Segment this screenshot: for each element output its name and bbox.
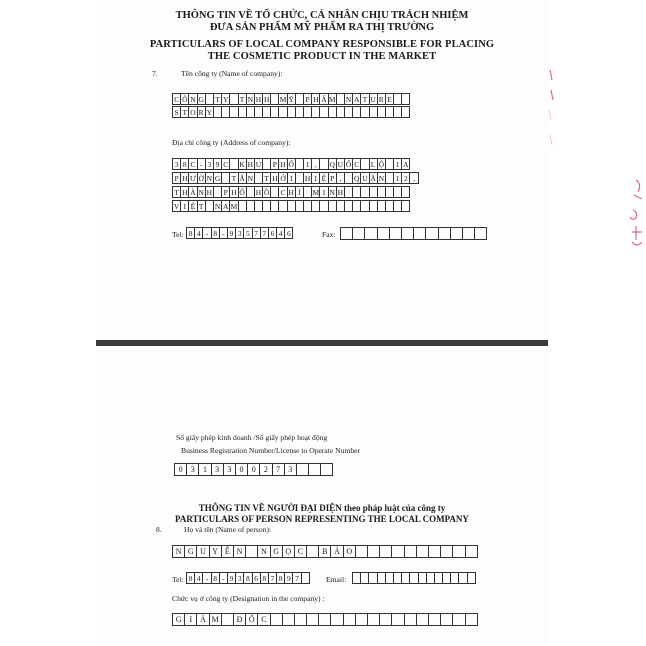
- form-cell: Ỹ: [288, 95, 294, 104]
- form-cell: -: [219, 227, 228, 239]
- designation-cells: [172, 613, 478, 626]
- rep-name-label: Họ và tên (Name of person):: [184, 525, 272, 534]
- form-cell: Y: [209, 545, 222, 558]
- form-cell: ,: [336, 172, 345, 184]
- form-cell: 3: [205, 158, 214, 170]
- form-cell: A: [354, 95, 360, 104]
- designation-label: Chức vụ ở công ty (Designation in the company) :: [172, 594, 325, 603]
- form-cell: Â: [239, 174, 245, 183]
- form-cell: [465, 613, 478, 626]
- form-cell: T: [262, 172, 271, 184]
- form-cell: Ố: [288, 160, 294, 169]
- form-cell: C: [278, 186, 287, 198]
- address-row-3: [172, 186, 410, 198]
- form-cell: T: [229, 172, 238, 184]
- form-cell: 9: [227, 572, 236, 584]
- email-cells: [352, 572, 476, 584]
- address-label: Địa chỉ công ty (Address of company):: [172, 138, 291, 147]
- form-cell: [474, 227, 487, 240]
- form-cell: O: [190, 108, 196, 117]
- form-cell: 9: [227, 227, 236, 239]
- form-cell: Ả: [330, 545, 343, 558]
- form-cell: 3: [211, 463, 224, 476]
- form-cell: ,: [311, 158, 320, 170]
- form-cell: K: [239, 160, 245, 169]
- form-cell: G: [214, 174, 221, 183]
- email-label: Email:: [326, 575, 347, 584]
- document-page-2: [96, 346, 548, 646]
- form-cell: G: [198, 95, 204, 104]
- section-number-8: 8.: [156, 525, 162, 534]
- rep-name-cells: [172, 545, 478, 558]
- form-cell: 6: [268, 227, 277, 239]
- form-cell: Ẩ: [321, 95, 327, 104]
- form-cell: [401, 200, 410, 212]
- form-cell: U: [337, 160, 344, 169]
- form-cell: N: [345, 95, 352, 104]
- form-cell: Ồ: [263, 188, 270, 197]
- form-cell: 1: [393, 158, 402, 170]
- form-cell: Í: [295, 186, 304, 198]
- title-vn-line-2: ĐƯA SẢN PHẨM MỸ PHẨM RA THỊ TRƯỜNG: [209, 22, 435, 33]
- form-cell: 8: [211, 227, 220, 239]
- section-number-7: 7.: [152, 69, 158, 78]
- form-cell: 0: [247, 463, 260, 476]
- form-cell: E: [385, 93, 394, 105]
- form-cell: U: [370, 95, 376, 104]
- form-cell: Ệ: [319, 172, 328, 184]
- form-cell: 8: [186, 572, 195, 584]
- form-cell: N: [214, 202, 221, 211]
- address-row-1: [172, 158, 410, 170]
- form-cell: H: [255, 188, 262, 197]
- form-cell: B: [318, 545, 331, 558]
- form-cell: G: [172, 613, 185, 626]
- form-cell: S: [172, 106, 181, 118]
- form-cell: 1: [198, 463, 211, 476]
- license-digits: [174, 463, 333, 476]
- form-cell: [401, 186, 410, 198]
- form-cell: 8: [243, 572, 252, 584]
- form-cell: 8: [276, 572, 285, 584]
- form-cell: N: [190, 95, 196, 104]
- form-cell: N: [206, 174, 213, 183]
- form-cell: A: [223, 202, 229, 211]
- form-cell: 3: [172, 158, 181, 170]
- form-cell: Ô: [182, 95, 188, 104]
- form-cell: H: [247, 160, 253, 169]
- form-cell: U: [362, 174, 368, 183]
- form-cell: 3: [186, 463, 199, 476]
- form-cell: 3: [235, 572, 244, 584]
- form-cell: H: [231, 188, 237, 197]
- form-cell: T: [238, 93, 247, 105]
- form-cell: H: [280, 160, 286, 169]
- form-cell: 0: [235, 463, 248, 476]
- form-cell: Y: [206, 108, 213, 117]
- form-cell: 4: [194, 227, 203, 239]
- form-cell: 7: [292, 572, 301, 584]
- form-cell: 6: [252, 572, 261, 584]
- form-cell: -: [197, 158, 206, 170]
- form-cell: L: [369, 158, 378, 170]
- form-cell: Ố: [239, 188, 245, 197]
- form-cell: P: [270, 158, 279, 170]
- form-cell: 8: [211, 572, 220, 584]
- form-cell: H: [304, 174, 311, 183]
- form-cell: 8: [186, 227, 195, 239]
- form-cell: 9: [284, 572, 293, 584]
- form-cell: H: [182, 174, 188, 183]
- rep-title-en: PARTICULARS OF PERSON REPRESENTING THE LOCAL COMPANY: [175, 514, 469, 524]
- form-cell: Ộ: [378, 160, 384, 169]
- form-cell: G: [270, 545, 283, 558]
- form-cell: 8: [260, 572, 269, 584]
- form-cell: Á: [196, 613, 209, 626]
- form-cell: M: [279, 95, 287, 104]
- tel-digits: [186, 227, 293, 239]
- form-cell: Q: [329, 160, 335, 169]
- form-cell: P: [221, 186, 230, 198]
- form-cell: ,: [409, 172, 418, 184]
- form-cell: N: [378, 174, 384, 183]
- form-cell: Q: [354, 174, 360, 183]
- form-cell: À: [190, 188, 196, 197]
- form-cell: 7: [268, 572, 277, 584]
- form-cell: 1: [303, 158, 312, 170]
- form-cell: 3: [235, 227, 244, 239]
- form-cell: R: [377, 93, 386, 105]
- form-cell: [467, 572, 476, 584]
- form-cell: Ễ: [221, 545, 234, 558]
- form-cell: U: [255, 160, 262, 169]
- form-cell: H: [272, 174, 278, 183]
- form-cell: N: [172, 545, 185, 558]
- form-cell: Ớ: [280, 174, 286, 183]
- form-cell: H: [263, 95, 270, 104]
- form-cell: T: [197, 200, 206, 212]
- form-cell: 5: [243, 227, 252, 239]
- address-row-2: [172, 172, 419, 184]
- form-cell: C: [352, 158, 361, 170]
- rep-tel-label: Tel:: [172, 575, 184, 584]
- title-en-line-1: PARTICULARS OF LOCAL COMPANY RESPONSIBLE FOR PLACING: [149, 39, 495, 50]
- form-cell: M: [312, 188, 320, 197]
- form-cell: Đ: [233, 613, 246, 626]
- form-cell: C: [294, 545, 307, 558]
- form-cell: I: [184, 613, 197, 626]
- form-cell: Ố: [245, 613, 258, 626]
- form-cell: -: [219, 572, 228, 584]
- form-cell: N: [257, 545, 270, 558]
- form-cell: [301, 572, 310, 584]
- fax-label: Fax:: [322, 230, 336, 239]
- form-cell: 4: [194, 572, 203, 584]
- rep-tel-digits: [186, 572, 310, 584]
- form-cell: T: [360, 93, 369, 105]
- form-cell: O: [343, 545, 356, 558]
- form-cell: 0: [174, 463, 187, 476]
- company-name-row-2: [172, 106, 410, 118]
- form-cell: H: [288, 188, 294, 197]
- form-cell: 9: [213, 158, 222, 170]
- form-cell: Ọ: [282, 545, 295, 558]
- form-cell: 7: [260, 227, 269, 239]
- license-label-en: Business Registration Number/License to Operate Number: [181, 446, 361, 455]
- form-cell: P: [303, 93, 312, 105]
- form-cell: M: [328, 95, 336, 104]
- form-cell: 7: [272, 463, 285, 476]
- form-cell: P: [328, 172, 337, 184]
- form-cell: N: [329, 188, 335, 197]
- form-cell: Ệ: [188, 200, 197, 212]
- form-cell: Ư: [190, 174, 196, 183]
- form-cell: [320, 463, 333, 476]
- form-cell: -: [202, 572, 211, 584]
- form-cell: M: [230, 202, 238, 211]
- form-cell: 4: [276, 227, 285, 239]
- form-cell: C: [172, 93, 181, 105]
- address-row-4: [172, 200, 410, 212]
- form-cell: 1: [393, 172, 402, 184]
- form-cell: Ậ: [370, 174, 376, 183]
- form-cell: P: [172, 172, 181, 184]
- form-cell: 7: [252, 227, 261, 239]
- form-cell: [465, 545, 478, 558]
- form-cell: R: [197, 106, 206, 118]
- form-cell: A: [403, 160, 409, 169]
- form-cell: I: [287, 172, 296, 184]
- form-cell: H: [313, 95, 319, 104]
- form-cell: N: [247, 95, 253, 104]
- form-cell: I: [180, 200, 189, 212]
- company-name-row-1: [172, 93, 410, 105]
- form-cell: C: [221, 158, 230, 170]
- form-cell: [401, 106, 410, 118]
- form-cell: T: [172, 186, 181, 198]
- form-cell: T: [180, 106, 189, 118]
- form-cell: N: [233, 545, 246, 558]
- form-cell: 2: [259, 463, 272, 476]
- form-cell: Ố: [345, 160, 352, 169]
- form-cell: Ờ: [198, 174, 204, 183]
- form-cell: 8: [180, 158, 189, 170]
- form-cell: V: [173, 202, 180, 211]
- red-stamp-fragment: [548, 0, 646, 340]
- form-cell: N: [247, 174, 253, 183]
- title-en-line-2: THE COSMETIC PRODUCT IN THE MARKET: [207, 51, 437, 62]
- form-cell: 3: [284, 463, 297, 476]
- form-cell: 6: [284, 227, 293, 239]
- form-cell: H: [182, 188, 188, 197]
- form-cell: 3: [223, 463, 236, 476]
- form-cell: T: [213, 93, 222, 105]
- rep-title-vn: THÔNG TIN VỀ NGƯỜI ĐẠI DIỆN theo pháp luật của công ty: [198, 503, 446, 513]
- form-cell: H: [255, 95, 262, 104]
- form-cell: N: [198, 188, 204, 197]
- form-cell: H: [206, 188, 213, 197]
- document-page-1: [96, 0, 548, 340]
- form-cell: M: [209, 613, 222, 626]
- form-cell: I: [311, 172, 320, 184]
- form-cell: Y: [223, 95, 229, 104]
- form-cell: C: [188, 158, 197, 170]
- tel-label: Tel:: [172, 230, 184, 239]
- fax-cells: [340, 227, 487, 240]
- form-cell: -: [202, 227, 211, 239]
- form-cell: H: [337, 188, 344, 197]
- title-vn-line-1: THÔNG TIN VỀ TỔ CHỨC, CÁ NHÂN CHỊU TRÁCH NHIỆM: [175, 10, 469, 21]
- form-cell: I: [319, 186, 328, 198]
- form-cell: C: [257, 613, 270, 626]
- company-name-label: Tên công ty (Name of company):: [181, 69, 283, 78]
- form-cell: 2: [401, 172, 410, 184]
- form-cell: U: [196, 545, 209, 558]
- form-cell: [401, 93, 410, 105]
- license-label-vn: Số giấy phép kinh doanh /Số giấy phép hoạt động: [176, 433, 328, 442]
- form-cell: G: [184, 545, 197, 558]
